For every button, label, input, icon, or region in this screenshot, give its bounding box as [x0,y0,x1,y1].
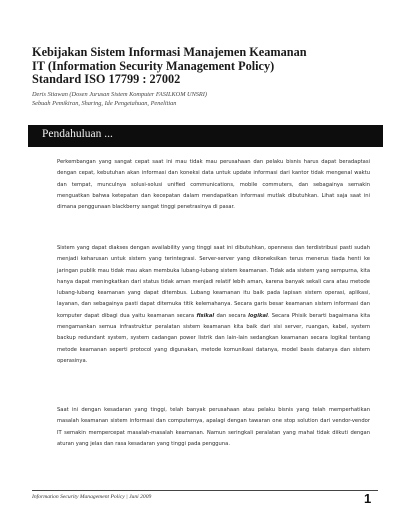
paragraph-3: Saat ini dengan kesadaran yang tinggi, telah banyak perusahaan atau pelaku bisnis yang telah memperhatikan masalah keamanan sistem informasi dan computernya, apalagi dengan tawaran one stop solution dari vendor-vendor IT semakin mempercepat masalah-masalah keamanan. Namun seringkali peralatan yang mahal tidak diikuti dengan aturan yang jelas dan rasa kesadaran yang tinggi pada pengguna. [57,407,370,447]
paragraph-2-text: Sistem yang dapat diakses dengan availability yang tinggi saat ini dibutuhkan, openness dan terdistribusi pasti sudah menjadi keharusan untuk sistem yang terintegrasi. Server-server yang dikoneksikan terus menerus tiada henti ke jaringan publik mau tidak mau akan membuka lubang-lubang sistem keamanan. Tidak ada sistem yang sempurna, kita hanya dapat meningkatkan dari status tidak aman menjadi relatif lebih aman, karena banyak sekali cara atau metode lubang-lubang keamanan yang dapat ditembus. Lubang keamanan itu baik pada lapisan sistem operasi, aplikasi, layanan, dan sebagainya pasti dapat ditemuka titik kelemahanya. Secara garis besar keamanan sistem informasi dan komputer dapat dibagi dua yaitu keamanan secara [57,245,370,319]
paragraph-2-connector: dan secara [216,312,246,319]
footer-divider [32,490,378,491]
emphasis-fisikal: fisikal [196,312,215,319]
page-number: 1 [364,491,372,506]
author-block [32,91,372,109]
document-title: Kebijakan Sistem Informasi Manajemen Keamanan IT (Information Security Management Policy) Standard ISO 17799 : 27002 [32,45,307,87]
section-title: Pendahuluan ... [42,128,113,140]
paragraph-1: Perkembangan yang sangat cepat saat ini mau tidak mau perusahaan dan pelaku bisnis harus dapat beradaptasi dengan cepat, kebutuhan akan informasi dan koneksi data untuk update informasi dari kantor tidak mengenal waktu dan tempat, munculnya solusi-solusi unified communications, mobile commuters, dan sebagainya semakin menguatkan bahwa ketepatan dan kecepatan dalam mendapatkan informasi mutlak dibutuhkan. Lihat saja saat ini dimana penggunaan blackberry sangat tinggi penetrasinya di pasar. [57,159,370,211]
tagline: Sebuah Pemikiran, Sharing, Ide Pengetahuan, Penelitian [32,99,177,107]
emphasis-logikal: logikal [248,312,268,319]
paragraph-2 [57,243,370,367]
author-line: Deris Stiawan (Dosen Jurusan Sistem Komputer FASILKOM UNSRI) [32,91,207,98]
section-header [28,125,383,147]
footer-text: Information Security Management Policy | Juni 2009 [32,494,152,500]
paragraph-2-continued: . Secara Phisik berarti bagaimana kita mengamankan semua infrastruktur peralatan sistem keamanan kita baik dari sisi server, ruangan, kabel, system backup redundant system, system cadangan power listrik dan lain-lain sedangkan keamanan secara logikal tentang metode keamanan seperti protocol yang digunakan, metode komunikasi datanya, model basis datanya dan sistem operasinya. [57,312,371,364]
